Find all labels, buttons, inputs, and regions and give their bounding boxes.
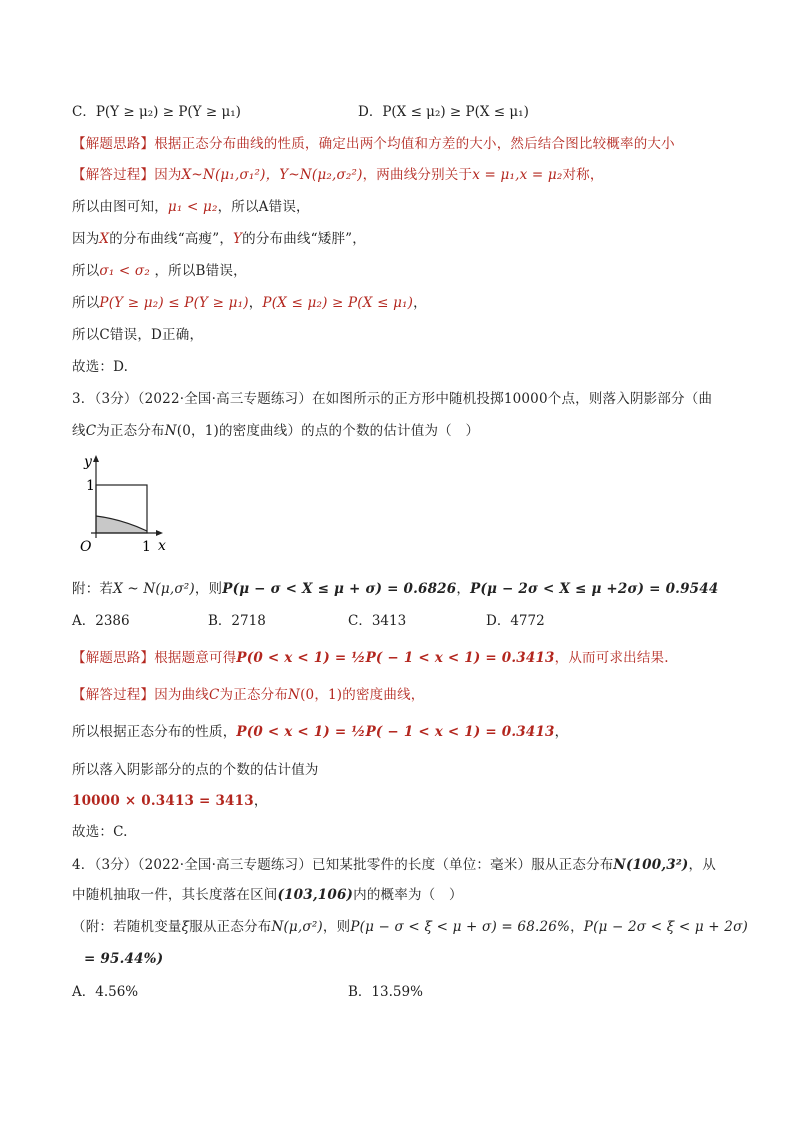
q4-stem-line-2 bbox=[72, 886, 463, 904]
math: P(μ − σ < ξ < μ + σ) = 68.26% bbox=[350, 919, 571, 935]
text: 附：若 bbox=[72, 581, 114, 597]
text: ，所以A错误， bbox=[217, 199, 310, 215]
q2-process-line-1 bbox=[72, 166, 604, 184]
q3-line-3: 所以落入阴影部分的点的个数的估计值为 bbox=[72, 762, 319, 778]
y-tick-1: 1 bbox=[86, 478, 95, 494]
text: ， bbox=[248, 295, 263, 311]
text: （附：若随机变量 bbox=[72, 919, 182, 935]
q3-option-d: D．4772 bbox=[486, 613, 545, 629]
text: ， bbox=[554, 724, 569, 740]
text: 对称， bbox=[562, 167, 604, 183]
math: P(X ≤ μ₂) ≥ P(X ≤ μ₁) bbox=[262, 295, 414, 311]
math: N bbox=[164, 423, 177, 439]
text: 因为曲线 bbox=[154, 687, 210, 703]
text: 根据题意可得 bbox=[154, 650, 237, 666]
text: 的分布曲线“矮胖”， bbox=[242, 231, 366, 247]
process-tag: 【解答过程】 bbox=[72, 687, 155, 703]
text: 线 bbox=[72, 423, 86, 439]
text: 为正态分布 bbox=[219, 687, 289, 703]
math: Y bbox=[233, 231, 243, 247]
math: = 95.44%) bbox=[84, 951, 164, 967]
text: 所以根据正态分布的性质， bbox=[72, 724, 237, 740]
text: ，则 bbox=[322, 919, 351, 935]
math: C bbox=[209, 687, 220, 703]
math: x = μ₁,x = μ₂ bbox=[472, 167, 563, 183]
text: ， bbox=[570, 919, 584, 935]
math: X bbox=[99, 231, 110, 247]
q2-line-4 bbox=[72, 262, 247, 280]
y-axis-arrow bbox=[93, 455, 99, 462]
text: 因为 bbox=[72, 231, 100, 247]
q2-line-5 bbox=[72, 294, 427, 312]
x-tick-1: 1 bbox=[142, 539, 151, 555]
math: P(μ − 2σ < ξ < μ + 2σ) bbox=[583, 919, 748, 935]
text: 中随机抽取一件，其长度落在区间 bbox=[72, 887, 278, 903]
math: σ₁ < σ₂ bbox=[99, 263, 150, 279]
q2-option-d: D．P(X ≤ μ₂) ≥ P(X ≤ μ₁) bbox=[358, 104, 529, 120]
idea-tag: 【解题思路】 bbox=[72, 650, 155, 666]
q3-idea bbox=[72, 649, 669, 667]
idea-tag: 【解题思路】 bbox=[72, 136, 155, 152]
text: ， bbox=[253, 793, 268, 809]
text: 的分布曲线“高瘦”， bbox=[109, 231, 234, 247]
text: ，则 bbox=[194, 581, 223, 597]
q3-option-a: A．2386 bbox=[72, 613, 130, 629]
q3-line-4 bbox=[72, 792, 268, 810]
text: 为正态分布 bbox=[96, 423, 165, 439]
q3-option-c: C．3413 bbox=[348, 613, 407, 629]
math: N bbox=[288, 687, 301, 703]
q3-answer: 故选：C. bbox=[72, 824, 128, 840]
math: ξ bbox=[181, 919, 190, 935]
text: (0，1)的密度曲线， bbox=[300, 687, 425, 703]
q2-line-6: 所以C错误，D正确， bbox=[72, 327, 204, 343]
text: 所以 bbox=[72, 295, 100, 311]
origin-label: O bbox=[80, 539, 92, 555]
q4-stem-line-1 bbox=[72, 856, 716, 874]
math: P(0 < x < 1) = ½P( − 1 < x < 1) = 0.3413 bbox=[236, 650, 555, 666]
text: ，所以B错误， bbox=[149, 263, 247, 279]
math: P(0 < x < 1) = ½P( − 1 < x < 1) = 0.3413 bbox=[236, 724, 555, 740]
q4-attachment-line-1 bbox=[72, 918, 748, 936]
text: 所以由图可知， bbox=[72, 199, 168, 215]
q3-option-b: B．2718 bbox=[208, 613, 266, 629]
x-axis-arrow bbox=[156, 530, 163, 536]
q2-option-c: C．P(Y ≥ μ₂) ≥ P(Y ≥ μ₁) bbox=[72, 104, 241, 120]
text: 4．（3分）（2022·全国·高三专题练习）已知某批零件的长度（单位：毫米）服从正态分布 bbox=[72, 857, 614, 873]
text: ，从 bbox=[688, 857, 716, 873]
text: ，从而可求出结果. bbox=[554, 650, 669, 666]
text: ， bbox=[413, 295, 427, 311]
q4-attachment-line-2 bbox=[84, 950, 163, 968]
q2-line-2 bbox=[72, 198, 310, 216]
y-axis-label: y bbox=[84, 454, 92, 470]
math: P(μ − 2σ < X ≤ μ +2σ) = 0.9544 bbox=[470, 581, 719, 597]
q4-option-a: A．4.56% bbox=[72, 984, 139, 1000]
text: 因为 bbox=[154, 167, 182, 183]
process-tag: 【解答过程】 bbox=[72, 167, 155, 183]
q2-line-3 bbox=[72, 230, 366, 248]
x-axis-label: x bbox=[158, 538, 166, 554]
text: (0，1)的密度曲线）的点的个数的估计值为（ ） bbox=[176, 423, 480, 439]
q3-attachment bbox=[72, 580, 718, 598]
math: N(100,3²) bbox=[613, 857, 689, 873]
q3-figure bbox=[72, 452, 182, 560]
math: P(μ − σ < X ≤ μ + σ) = 0.6826 bbox=[222, 581, 457, 597]
text: ，两曲线分别关于 bbox=[362, 167, 473, 183]
q4-option-b: B．13.59% bbox=[348, 984, 423, 1000]
text: ， bbox=[456, 581, 471, 597]
q3-stem-line-1: 3．（3分）（2022·全国·高三专题练习）在如图所示的正方形中随机投掷10000个点，则落入阴影部分（曲 bbox=[72, 391, 713, 407]
idea-text: 根据正态分布曲线的性质，确定出两个均值和方差的大小，然后结合图比较概率的大小 bbox=[154, 136, 675, 152]
math: (103,106) bbox=[277, 887, 354, 903]
text: 内的概率为（ ） bbox=[353, 887, 463, 903]
text: 所以 bbox=[72, 263, 100, 279]
text: 服从正态分布 bbox=[189, 919, 272, 935]
math: N(μ,σ²) bbox=[271, 919, 323, 935]
q3-process-line-1 bbox=[72, 686, 424, 704]
math: X ~ N(μ,σ²) bbox=[113, 581, 195, 597]
q2-answer: 故选：D. bbox=[72, 359, 129, 375]
math: 10000 × 0.3413 = 3413 bbox=[72, 793, 254, 809]
q3-stem-line-2 bbox=[72, 422, 479, 440]
math: P(Y ≥ μ₂) ≤ P(Y ≥ μ₁) bbox=[99, 295, 249, 311]
q2-idea bbox=[72, 135, 675, 153]
math: C bbox=[85, 423, 97, 439]
math: X~N(μ₁,σ₁²)，Y~N(μ₂,σ₂²) bbox=[181, 167, 363, 183]
math: μ₁ < μ₂ bbox=[167, 199, 218, 215]
shaded-region bbox=[96, 516, 147, 533]
q3-line-2 bbox=[72, 723, 568, 741]
